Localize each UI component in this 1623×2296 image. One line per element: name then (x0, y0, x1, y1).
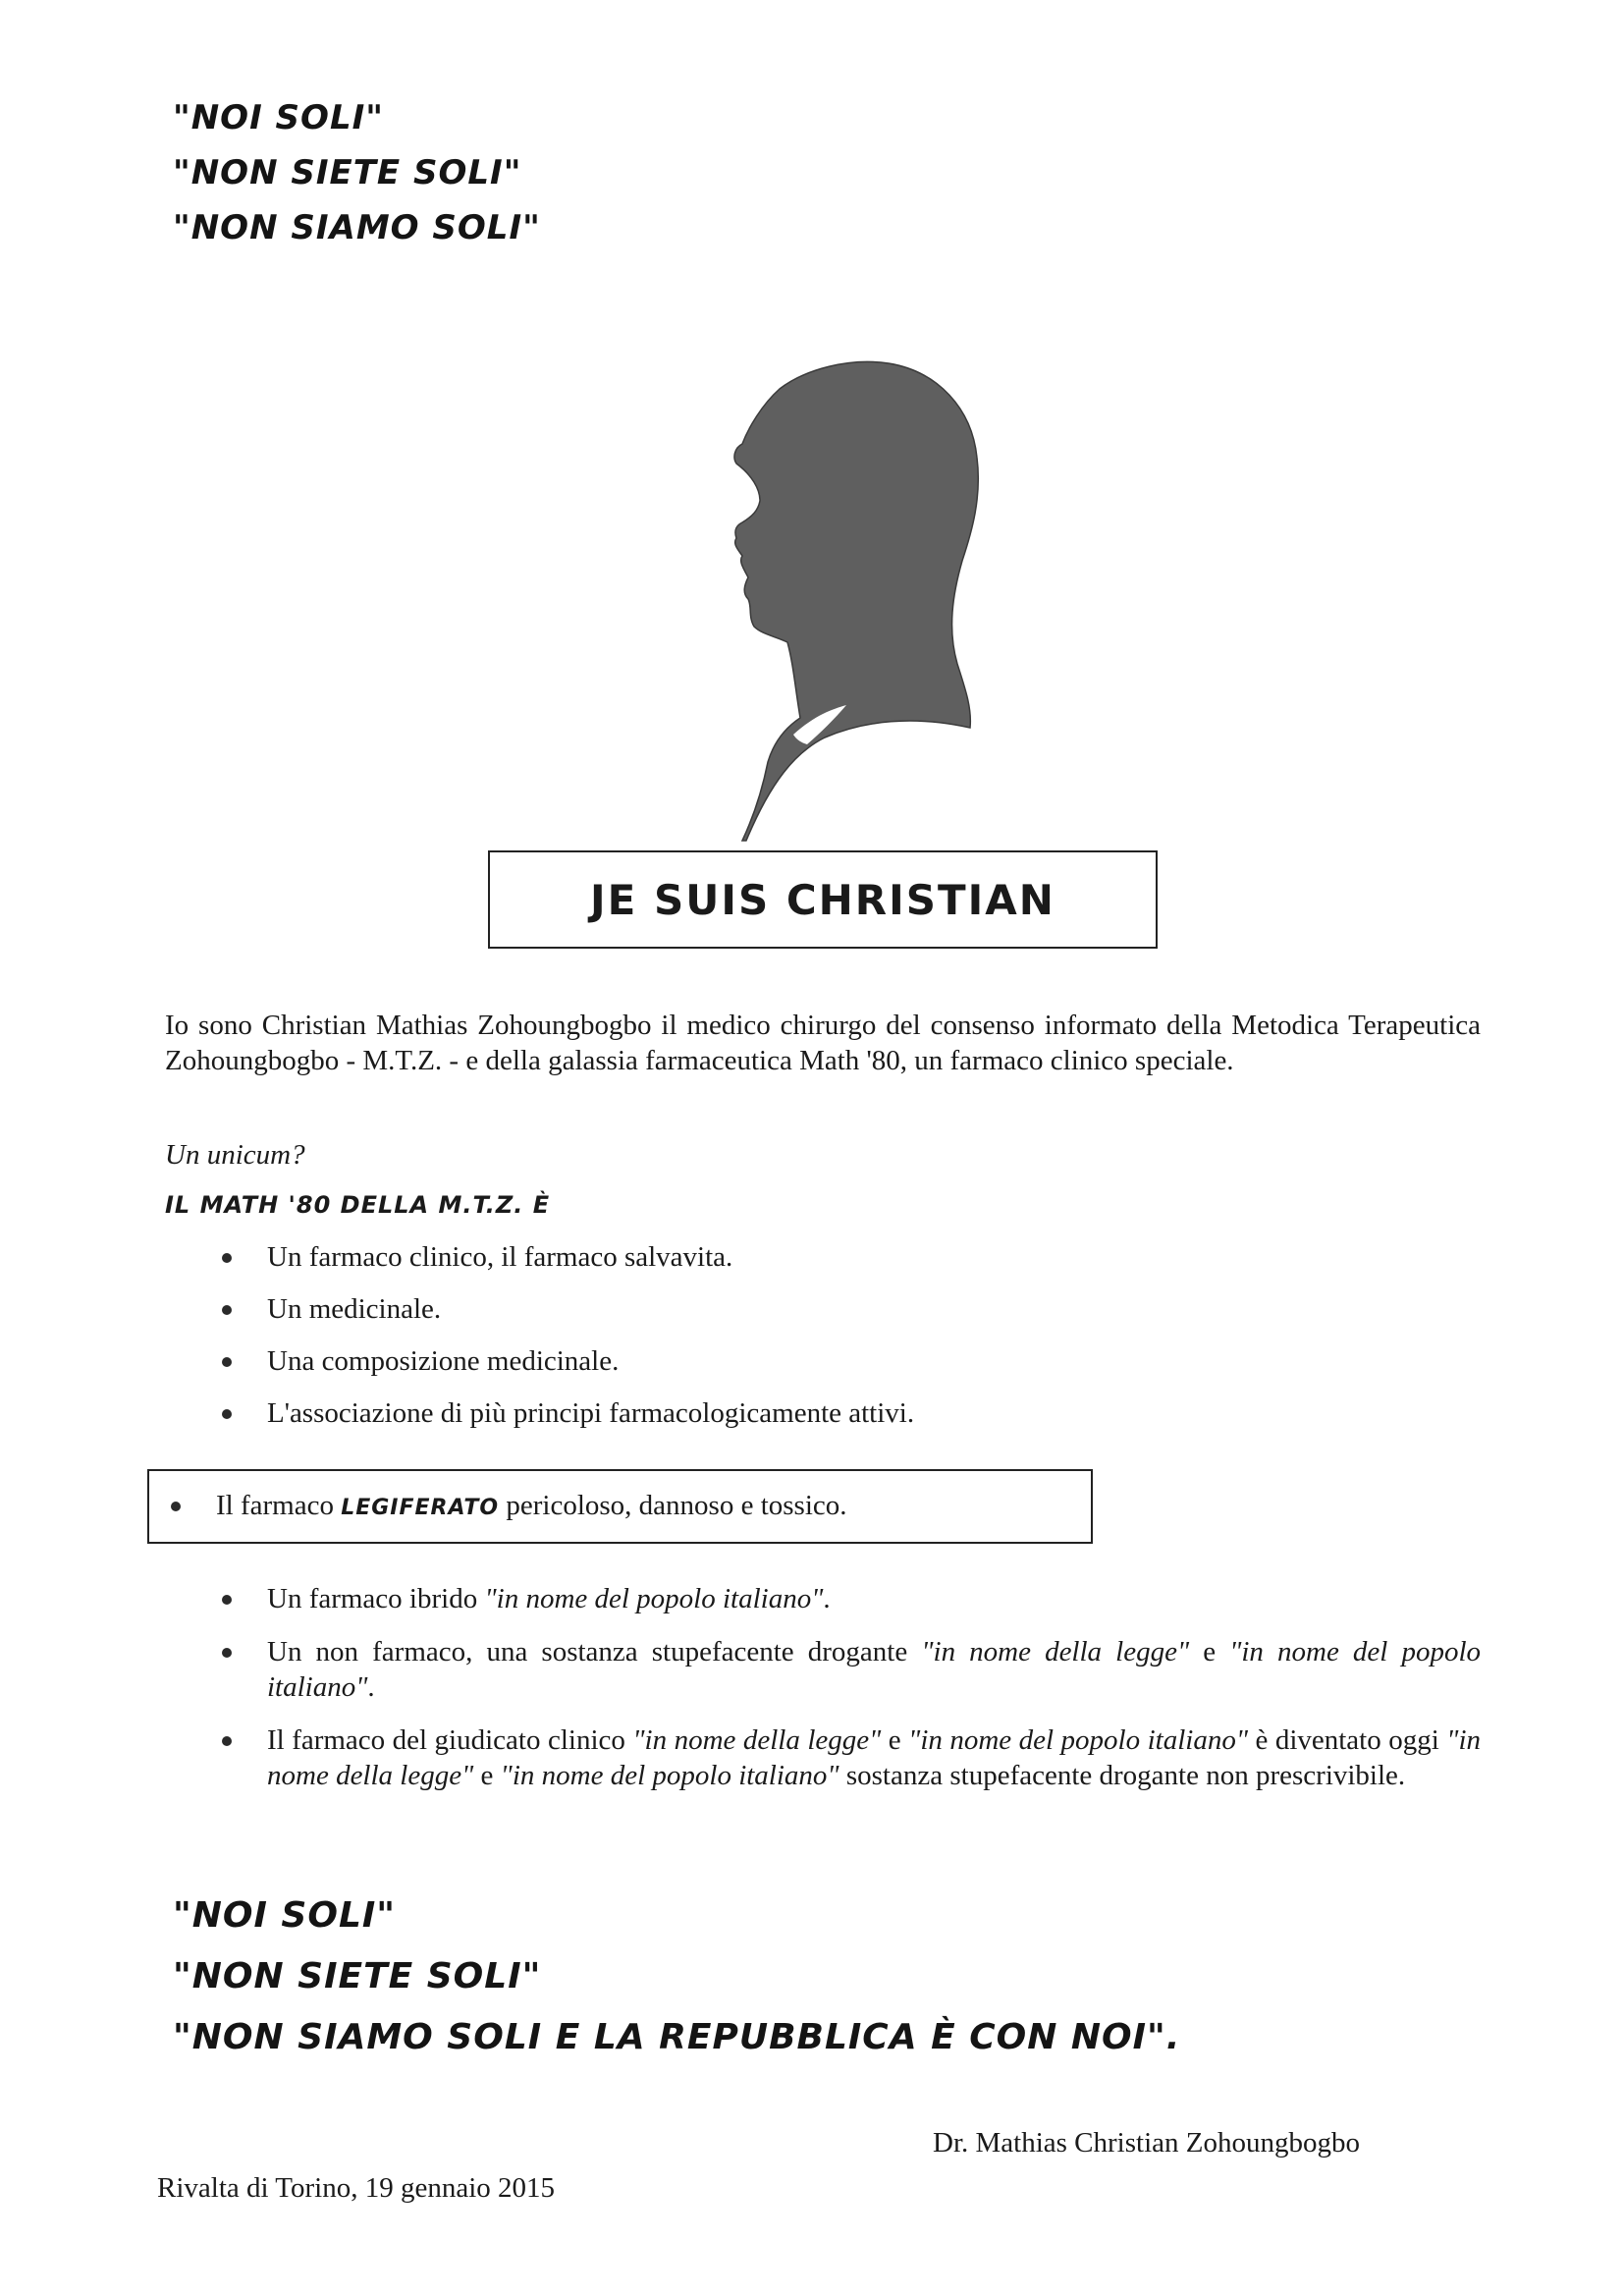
slogan-line: "NON SIETE SOLI" (173, 153, 522, 192)
bullet-icon (222, 1595, 232, 1605)
list-item-text: Un farmaco clinico, il farmaco salvavita. (267, 1241, 733, 1273)
list-item (214, 1395, 1481, 1431)
place-date: Rivalta di Torino, 19 gennaio 2015 (157, 2172, 555, 2204)
item-text: Il farmaco del giudicato clinico (267, 1724, 633, 1756)
bullet-icon (171, 1502, 181, 1511)
silhouette-shape (734, 361, 978, 841)
intro-paragraph: Io sono Christian Mathias Zohoungbogbo il medico chirurgo del consenso informato della Metodica Terapeutica Zohoungbogbo - M.T.Z. - e della galassia farmaceutica Math '80, un farmaco clinico speciale. (165, 1010, 1481, 1076)
bullet-icon (222, 1648, 232, 1658)
boxed-text-after: pericoloso, dannoso e tossico. (506, 1490, 847, 1521)
list-item (214, 1722, 1481, 1793)
boxed-item (216, 1488, 847, 1526)
bullet-list-a (214, 1239, 1481, 1448)
profile-silhouette-image (677, 350, 992, 850)
item-text: e (473, 1760, 501, 1791)
item-quote: "in nome del popolo italiano" (500, 1760, 839, 1791)
item-quote: "in nome del popolo italiano" (267, 1636, 1482, 1703)
legiferato-emphasis: LEGIFERATO (341, 1496, 500, 1520)
list-item-text: Una composizione medicinale. (267, 1345, 620, 1377)
list-item-text: L'associazione di più principi farmacologicamente attivi. (267, 1397, 915, 1429)
item-quote: "in nome della legge" (267, 1724, 1482, 1791)
item-text: . (367, 1671, 375, 1703)
item-quote: "in nome della legge" (921, 1636, 1190, 1667)
item-quote: "in nome del popolo italiano" (908, 1724, 1248, 1756)
list-item (214, 1581, 1481, 1616)
slogan-line: "NOI SOLI" (173, 1895, 397, 1936)
unicum-question: Un unicum? (165, 1139, 305, 1171)
boxed-bullet (147, 1469, 1093, 1544)
item-text: Un non farmaco, una sostanza stupefacente drogante (267, 1636, 922, 1667)
bullet-list-b (214, 1581, 1481, 1811)
bullet-icon (222, 1253, 232, 1263)
item-quote: "in nome del popolo italiano" (484, 1583, 824, 1614)
top-slogans (173, 90, 541, 255)
list-item (214, 1343, 1481, 1379)
list-item (214, 1239, 1481, 1275)
slogan-line: "NON SIETE SOLI" (173, 1956, 542, 1996)
bullet-icon (222, 1736, 232, 1746)
item-text: sostanza stupefacente drogante non prescrivibile. (839, 1760, 1406, 1791)
math-heading: IL MATH '80 DELLA M.T.Z. È (165, 1191, 551, 1219)
banner-text: JE SUIS CHRISTIAN (590, 875, 1055, 924)
slogan-line: "NON SIAMO SOLI E LA REPUBBLICA È CON NOI". (173, 2017, 1181, 2057)
list-item (214, 1634, 1481, 1705)
item-text: . (823, 1583, 831, 1614)
list-item (214, 1291, 1481, 1327)
bullet-icon (222, 1409, 232, 1419)
bullet-icon (222, 1357, 232, 1367)
signature: Dr. Mathias Christian Zohoungbogbo (933, 2127, 1360, 2159)
item-text: Un farmaco ibrido (267, 1583, 485, 1614)
item-text: e (1189, 1636, 1230, 1667)
boxed-text-before: Il farmaco (216, 1490, 334, 1521)
bullet-icon (222, 1305, 232, 1315)
slogan-line: "NON SIAMO SOLI" (173, 208, 541, 247)
slogan-line: "NOI SOLI" (173, 98, 384, 137)
item-text: è diventato oggi (1248, 1724, 1447, 1756)
item-quote: "in nome della legge" (632, 1724, 882, 1756)
list-item-text: Un medicinale. (267, 1293, 442, 1325)
item-text: e (881, 1724, 909, 1756)
je-suis-christian-banner (488, 850, 1158, 949)
bottom-slogans (173, 1886, 1180, 2068)
